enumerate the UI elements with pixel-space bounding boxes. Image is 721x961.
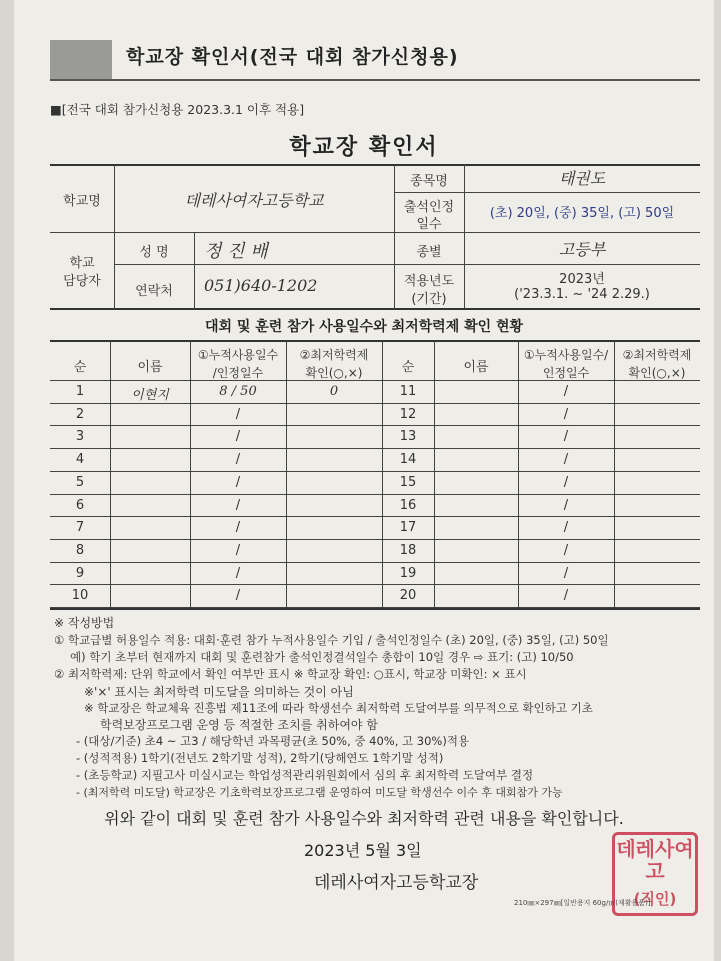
row-number-right: 14 (399, 452, 417, 468)
col-no: 순 (73, 360, 87, 375)
row-number-right: 19 (399, 565, 417, 581)
note-item: ② 최저학력제: 단위 학교에서 확인 여부만 표시 ※ 학교장 확인: ○표시, 학교장 미확인: × 표시 (54, 667, 527, 681)
row-days-right: / (563, 565, 569, 581)
table-row-line (50, 494, 700, 495)
row-min-grade: 0 (329, 384, 339, 399)
table-row-line (50, 425, 700, 426)
note-heading: ※ 작성방법 (54, 616, 115, 630)
row-days: / (235, 452, 241, 468)
col-min-right-1: ②최저학력제 (622, 348, 692, 362)
row-number: 6 (75, 497, 85, 513)
table-row-line (50, 448, 700, 449)
header-rule (50, 79, 700, 81)
kind-value: 고등부 (558, 240, 606, 259)
row-days-right: / (563, 429, 569, 445)
row-number: 8 (75, 542, 85, 558)
row-number-right: 15 (399, 474, 417, 490)
table-row-line (50, 562, 700, 563)
note-item: ※ 학교장은 학교체육 진흥법 제11조에 따라 학생선수 최저학력 도달여부를 의무적으로 확인하고 기초 (84, 701, 593, 715)
col-days-right-1: ①누적사용일수/ (523, 348, 609, 362)
row-days-right: / (563, 542, 569, 558)
seal-text: 데레사여고 (616, 837, 694, 883)
info-staff-divider (114, 264, 394, 265)
document-page (14, 0, 714, 961)
row-number-right: 17 (399, 520, 417, 536)
period-value: ('23.3.1. ~ '24 2.29.) (514, 287, 650, 302)
event-label: 종목명 (410, 174, 448, 189)
event-value: 태권도 (558, 169, 606, 188)
contact-value: 051)640-1202 (204, 276, 318, 295)
row-days-right: / (563, 406, 569, 422)
header-title: 학교장 확인서(전국 대회 참가신청용) (126, 46, 459, 68)
row-number-right: 16 (399, 497, 417, 513)
row-days: / (235, 588, 241, 604)
table-row-line (50, 539, 700, 540)
table-row-line (50, 584, 700, 585)
year-value: 2023년 (559, 272, 605, 287)
staff-label-2: 담당자 (63, 274, 101, 289)
table-row-line (50, 471, 700, 472)
row-name: 이현지 (131, 388, 169, 403)
col-min-1: ②최저학력제 (299, 348, 369, 362)
info-row-divider (50, 232, 700, 233)
col-days-2: /인정일수 (212, 366, 264, 380)
row-days: / (235, 474, 241, 490)
header-gray-box (50, 40, 112, 80)
row-number-right: 20 (399, 588, 417, 604)
col-no-right: 순 (401, 360, 415, 375)
row-number-right: 12 (399, 406, 417, 422)
table-row-line (50, 607, 700, 608)
seal-sub: (직인) (633, 890, 677, 908)
confirmation-text: 위와 같이 대회 및 훈련 참가 사용일수와 최저학력 관련 내용을 확인합니다. (104, 809, 624, 828)
row-days: / (235, 565, 241, 581)
note-item: 학력보장프로그램 운영 등 적절한 조치를 취하여야 함 (100, 718, 378, 732)
row-days-right: / (563, 497, 569, 513)
info-event-divider (394, 192, 700, 193)
row-days: / (235, 406, 241, 422)
row-number: 3 (75, 429, 85, 445)
col-min-right-2: 확인(○,×) (628, 366, 686, 380)
note-item: - (성적적용) 1학기(전년도 2학기말 성적), 2학기(당해연도 1학기말 성적) (76, 751, 444, 765)
table-row-line (50, 516, 700, 517)
row-number: 4 (75, 452, 85, 468)
principal-name: 데레사여자고등학교장 (314, 873, 479, 893)
row-days-right: / (563, 384, 569, 399)
table-title: 대회 및 훈련 참가 사용일수와 최저학력제 확인 현황 (204, 319, 524, 335)
contact-label: 연락처 (135, 284, 173, 299)
note-item: ※'×' 표시는 최저학력 미도달을 의미하는 것이 아님 (84, 685, 354, 699)
staff-label-1: 학교 (69, 256, 95, 271)
row-days: / (235, 520, 241, 536)
form-subtitle: ■[전국 대회 참가신청용 2023.3.1 이후 적용] (50, 102, 305, 117)
school-label: 학교명 (63, 194, 101, 209)
col-min-2: 확인(○,×) (305, 366, 363, 380)
row-number-right: 18 (399, 542, 417, 558)
col-name-right: 이름 (463, 360, 489, 375)
row-number-right: 13 (399, 429, 417, 445)
table-top-border (50, 340, 700, 342)
table-bottom-border (50, 608, 700, 610)
row-days-right: / (563, 474, 569, 490)
row-days-right: / (563, 452, 569, 468)
info-bottom-border (50, 308, 700, 310)
row-days: / (235, 542, 241, 558)
name-label: 성 명 (139, 245, 169, 260)
row-days-right: / (563, 520, 569, 536)
col-days-right-2: 인정일수 (542, 366, 590, 380)
col-days-1: ①누적사용일수 (197, 348, 279, 362)
row-number: 5 (75, 474, 85, 490)
kind-label: 종별 (416, 245, 442, 260)
row-number: 9 (75, 565, 85, 581)
row-days: / (235, 497, 241, 513)
row-number: 10 (71, 588, 89, 604)
note-item: 예) 학기 초부터 현재까지 대회 및 훈련참가 출석인정결석일수 총합이 10일 경우 ⇨ 표기: (고) 10/50 (70, 650, 574, 664)
row-number: 1 (75, 384, 85, 399)
info-kind-divider (394, 264, 700, 265)
year-label-2: (기간) (411, 292, 447, 307)
note-item: - (대상/기준) 초4 ~ 고3 / 해당학년 과목평균(초 50%, 중 40%, 고 30%)적용 (76, 734, 470, 748)
row-days-right: / (563, 588, 569, 604)
name-value: 정 진 배 (204, 241, 268, 262)
year-label-1: 적용년도 (403, 274, 455, 289)
form-title: 학교장 확인서 (289, 135, 439, 160)
note-item: - (초등학교) 지필고사 미실시교는 학업성적관리위원회에서 심의 후 최저학력 도달여부 결정 (76, 768, 534, 782)
row-days: 8 / 50 (219, 384, 257, 399)
note-item: ① 학교급별 허용일수 적용: 대회·훈련 참가 누적사용일수 기입 / 출석인정일수 (초) 20일, (중) 35일, (고) 50일 (54, 633, 609, 647)
attend-value: (초) 20일, (중) 35일, (고) 50일 (489, 206, 675, 221)
row-number: 7 (75, 520, 85, 536)
attend-label-2: 일수 (416, 217, 442, 232)
info-col-line (194, 232, 195, 308)
paper-spec: 210㎜×297㎜[일반용지 60g/㎡(재활용품)] (514, 899, 651, 907)
issue-date: 2023년 5월 3일 (304, 841, 422, 860)
row-number: 2 (75, 406, 85, 422)
note-item: - (최저학력 미도달) 학교장은 기초학력보장프로그램 운영하여 미도달 학생선수 이수 후 대회참가 가능 (76, 786, 563, 799)
row-days: / (235, 429, 241, 445)
row-number-right: 11 (399, 384, 417, 399)
attend-label-1: 출석인정 (403, 200, 455, 215)
col-name: 이름 (137, 360, 163, 375)
school-value: 데레사여자고등학교 (184, 191, 324, 210)
